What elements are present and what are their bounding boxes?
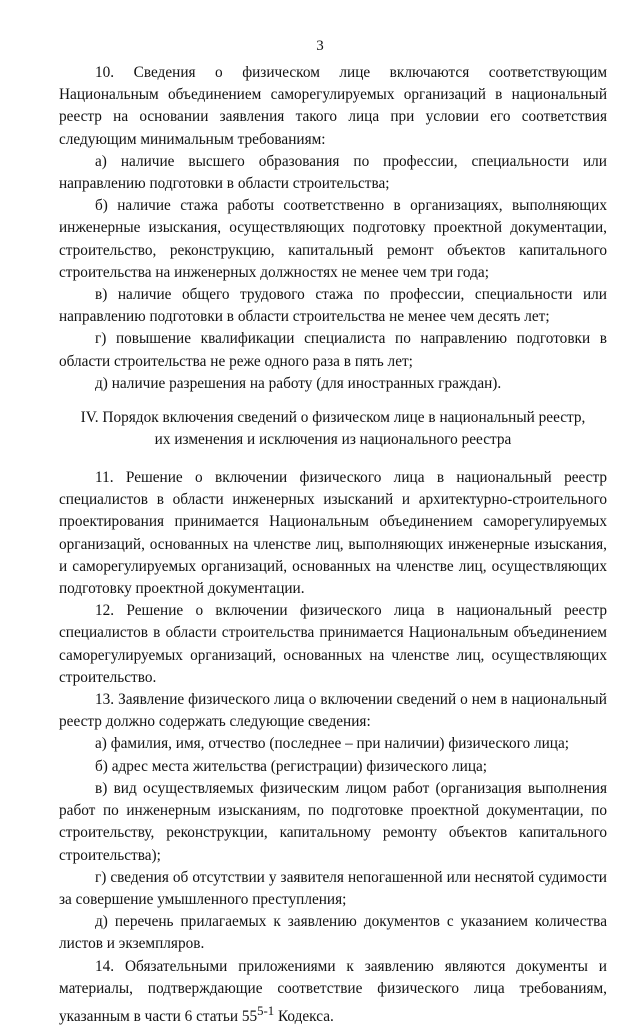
paragraph-10: 10. Сведения о физическом лице включаются соответствующим Национальным объединением саморегулируемых организаций в национальный реестр на основании заявления такого лица при условии его соответствия следующим минимальным требованиям: [59, 64, 607, 148]
item-v-work-type: в) вид осуществляемых физическим лицом работ (организация выполнения работ по инженерным изысканиям, по подготовке проектной документации, по строительству, реконструкции, капитальному ремонту объектов капитального строительства); [59, 779, 607, 864]
paragraph-13: 13. Заявление физического лица о включении сведений о нем в национальный реестр должно содержать следующие сведения: [59, 691, 607, 731]
item-v-total-experience: в) наличие общего трудового стажа по профессии, специальности или направлению подготовки в области строительства не менее чем десять лет; [59, 286, 607, 326]
item-b-address: б) адрес места жительства (регистрации) физического лица; [95, 757, 488, 775]
paragraph-11: 11. Решение о включении физического лица в национальный реестр специалистов в области инженерных изысканий и архитектурно-строительного проектирования принимается Национальным объединением саморегулируемых организаций, основанных на членстве лиц, выполняющих инженерные изыскания, и саморегулируемых организаций, основанных на членстве лиц, осуществляющих подготовку проектной документации. [59, 469, 607, 598]
page-number: 3 [316, 38, 324, 54]
paragraph-14 [59, 956, 607, 1028]
item-a-education: а) наличие высшего образования по профессии, специальности или направлению подготовки в области строительства; [59, 152, 607, 193]
section-heading-line-2: их изменения и исключения из национального реестра [154, 431, 512, 449]
item-g-qualification: г) повышение квалификации специалиста по направлению подготовки в области строительства не реже одного раза в пять лет; [59, 330, 607, 370]
paragraph-14-end: Кодекса. [274, 1008, 334, 1026]
section-heading-iv [59, 407, 607, 451]
item-g-criminal-record: г) сведения об отсутствии у заявителя непогашенной или неснятой судимости за совершение умышленного преступления; [59, 868, 607, 908]
item-d-document-list: д) перечень прилагаемых к заявлению документов с указанием количества листов и экземпляров. [59, 913, 607, 953]
article-superscript: 5-1 [257, 1003, 275, 1018]
item-b-experience: б) наличие стажа работы соответственно в организациях, выполняющих инженерные изыскания, осуществляющих подготовку проектной документации, строительство, реконструкцию, капитальный ремонт объектов капитального строительства на инженерных должностях не менее чем три года; [59, 197, 607, 281]
item-a-full-name: а) фамилия, имя, отчество (последнее – при наличии) физического лица; [95, 735, 570, 753]
document-body [59, 62, 607, 1028]
item-d-work-permit: д) наличие разрешения на работу (для иностранных граждан). [95, 374, 502, 392]
paragraph-14-text: 14. Обязательными приложениями к заявлению являются документы и материалы, подтверждающие соответствие физического лица требованиям, указанным в части 6 статьи 55 [59, 957, 607, 1026]
paragraph-12: 12. Решение о включении физического лица в национальный реестр специалистов в области строительства принимается Национальным объединением саморегулируемых организаций, основанных на членстве лиц, осуществляющих строительство. [59, 602, 607, 686]
section-heading-line-1: IV. Порядок включения сведений о физическом лице в национальный реестр, [80, 409, 586, 427]
